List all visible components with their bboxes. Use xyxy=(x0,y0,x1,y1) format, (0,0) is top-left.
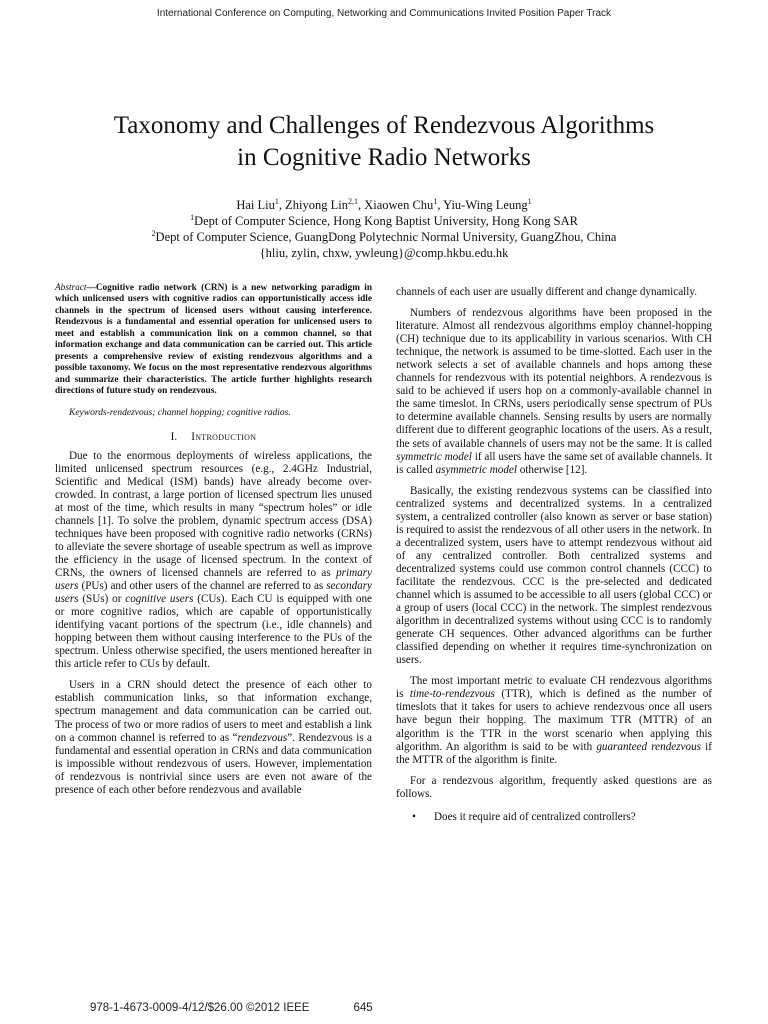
author-affil-sup: 1 xyxy=(274,196,279,206)
continued-paragraph: channels of each user are usually different and change dynamically. xyxy=(396,286,697,298)
running-head: International Conference on Computing, Networking and Communications Invited Position Paper Track xyxy=(156,8,612,19)
text-run: Users in a CRN should detect the presence of each other to establish communication links, so that information exchange, spectrum management and data communication can be carried out. The process of two or more radios of users to meet and establish a link on a common channel is referred to as “ xyxy=(55,679,372,744)
title-line-2: in Cognitive Radio Networks xyxy=(237,144,531,171)
bullet-item xyxy=(396,811,712,824)
italic-term: secondary users xyxy=(55,580,372,606)
text-run: (TTR), which is defined as the number of timeslots that it takes for users to achieve rendezvous once all users have begun their hopping. The maximum TTR (MTTR) of an algorithm is the TTR in the worst scenario when applying this algorithm. An algorithm is said to be with xyxy=(396,688,712,753)
affil-sup: 2 xyxy=(151,228,156,238)
italic-term: cognitive users xyxy=(125,593,194,606)
author-sep: , xyxy=(278,198,286,212)
body-paragraph-systems: Basically, the existing rendezvous systems can be classified into centralized systems and decentralized systems. In a centralized system, a centralized controller (also known as server or base station) is required to assist the rendezvous of all other users in the network. In a decentralized system, users have to attempt rendezvous without aid of any centralized controller. Both centralized systems and decentralized systems could use common control channels (CCC) to facilitate the rendezvous. CCC is the pre-selected and dedicated channel which is assumed to be accessible to all users (global CCC) or a group of users (local CCC) in the network. The simplest rendezvous algorithm in decentralized systems without using CCC is to randomly generate CH sequences. Other advanced algorithms can be further classified depending on whether it requires time-synchronization on users. xyxy=(396,484,712,667)
text-run: Numbers of rendezvous algorithms have been proposed in the literature. Almost all rendezvous algorithms employ channel-hopping (CH) technique due to its applicability in various scenarios. With CH technique, the network is assumed to be time-slotted. Each user in the network selects a set of available channels and hops among these channels for rendezvous with its potential neighbors. A rendezvous is said to be achieved if users hop on a commonly-available channel in the same timeslot. In CRNs, users periodically sense spectrum of PUs to determine available channels. Sensing results by users are normally different due to different geographic locations of the users. As a result, the sets of available channels of users may not be the same. It is called xyxy=(396,307,712,450)
author-affil-sup: 2,1 xyxy=(347,196,358,206)
page-footer xyxy=(90,1002,373,1014)
intro-paragraph-1 xyxy=(55,450,372,672)
author-affil-sup: 1 xyxy=(433,196,438,206)
abstract xyxy=(55,283,372,398)
text-run: otherwise [12]. xyxy=(516,463,588,476)
keywords: Keywords-rendezvous; channel hopping; cognitive radios. xyxy=(69,407,291,418)
author-emails: {hliu, zylin, chxw, ywleung}@comp.hkbu.edu.hk xyxy=(259,246,509,260)
italic-term: guaranteed rendezvous xyxy=(596,740,701,753)
bullet-icon: • xyxy=(412,810,416,823)
footer-isbn: 978-1-4673-0009-4/12/$26.00 ©2012 IEEE xyxy=(90,1002,310,1014)
italic-term: time-to-rendezvous xyxy=(409,688,495,701)
italic-term: symmetric model xyxy=(396,450,472,463)
text-run: (CUs). Each CU is equipped with one or more cognitive radios, which are capable of opportunistically identifying vacant portions of the spectrum (i.e., idle channels) and hopping between them without causing interference to the PUs of the spectrum. Unless otherwise specified, the users mentioned hereafter in this article refer to CUs by default. xyxy=(55,593,373,671)
body-paragraph-ch xyxy=(396,307,712,477)
affil-sup: 1 xyxy=(190,212,195,222)
section-number: I. xyxy=(170,430,178,443)
abstract-text: —Cognitive radio network (CRN) is a new networking paradigm in which unlicensed users with cognitive radios can opportunistically access idle channels in the spectrum of licensed users without causing interference. Rendezvous is a fundamental and essential operation for unlicensed users to meet and establish a communication link on a common channel, so that information exchange and data communication can be carried out. This article presents a comprehensive review of existing rendezvous algorithms and a possible taxonomy. We focus on the most representative rendezvous algorithms and summarize their characteristics. The article further highlights research directions of future study on rendezvous. xyxy=(55,283,372,397)
section-title: Introduction xyxy=(191,430,257,443)
body-paragraph-questions: For a rendezvous algorithm, frequently asked questions are as follows. xyxy=(396,774,712,800)
italic-term: rendezvous xyxy=(237,731,288,744)
body-paragraph-ttr xyxy=(396,675,712,766)
author-name: Xiaowen Chu xyxy=(364,198,434,212)
text-run: Due to the enormous deployments of wireless applications, the limited unlicensed spectrum resources (e.g., 2.4GHz Industrial, Scientific and Medical (ISM) bands) have already become over-crowded. In contrast, a large portion of licensed spectrum lies unused at most of the time, which results in many “spectrum holes” or idle channels [1]. To solve the problem, dynamic spectrum access (DSA) techniques have been proposed with cognitive radio networks (CRNs) to alleviate the severe shortage of useable spectrum as well as improve the efficiency in the usage of licensed spectrum. In the context of CRNs, the owners of licensed channels are referred to as xyxy=(55,449,372,579)
text-run: (PUs) and other users of the channel are referred to as xyxy=(78,580,327,593)
author-affil-sup: 1 xyxy=(527,196,532,206)
intro-paragraph-2 xyxy=(55,679,372,796)
paper-title xyxy=(40,110,728,174)
affiliation-1 xyxy=(40,213,728,229)
affiliation-text: Dept of Computer Science, Hong Kong Baptist University, Hong Kong SAR xyxy=(194,214,578,228)
author-name: Hai Liu xyxy=(236,198,275,212)
text-run: if all users have the same set of available channels. It is called xyxy=(396,450,712,476)
right-column xyxy=(396,286,712,824)
author-block xyxy=(40,197,728,261)
italic-term: asymmetric model xyxy=(435,463,517,476)
affiliation-text: Dept of Computer Science, GuangDong Polytechnic Normal University, GuangZhou, China xyxy=(155,230,617,244)
bullet-text: Does it require aid of centralized controllers? xyxy=(434,810,636,823)
left-column xyxy=(55,283,372,797)
author-sep: , xyxy=(357,198,365,212)
text-run: if the MTTR of the algorithm is finite. xyxy=(396,740,712,766)
text-run: (SUs) or xyxy=(78,593,126,606)
author-names xyxy=(40,197,728,213)
title-line-1: Taxonomy and Challenges of Rendezvous Algorithms xyxy=(113,112,655,139)
abstract-label: Abstract xyxy=(55,283,87,293)
author-name: Yiu-Wing Leung xyxy=(443,198,528,212)
text-run: ”. Rendezvous is a fundamental and essential operation in CRNs and data communication is impossible without rendezvous of users. However, implementation of rendezvous is nontrivial since users are even not aware of the presence of each other before rendezvous and available xyxy=(55,731,373,796)
section-heading-introduction xyxy=(55,431,372,444)
author-name: Zhiyong Lin xyxy=(285,198,348,212)
italic-term: primary users xyxy=(55,567,372,593)
affiliation-2 xyxy=(40,229,728,245)
author-sep: , xyxy=(437,198,444,212)
text-run: The most important metric to evaluate CH rendezvous algorithms is xyxy=(396,675,712,701)
page-number: 645 xyxy=(353,1002,373,1014)
